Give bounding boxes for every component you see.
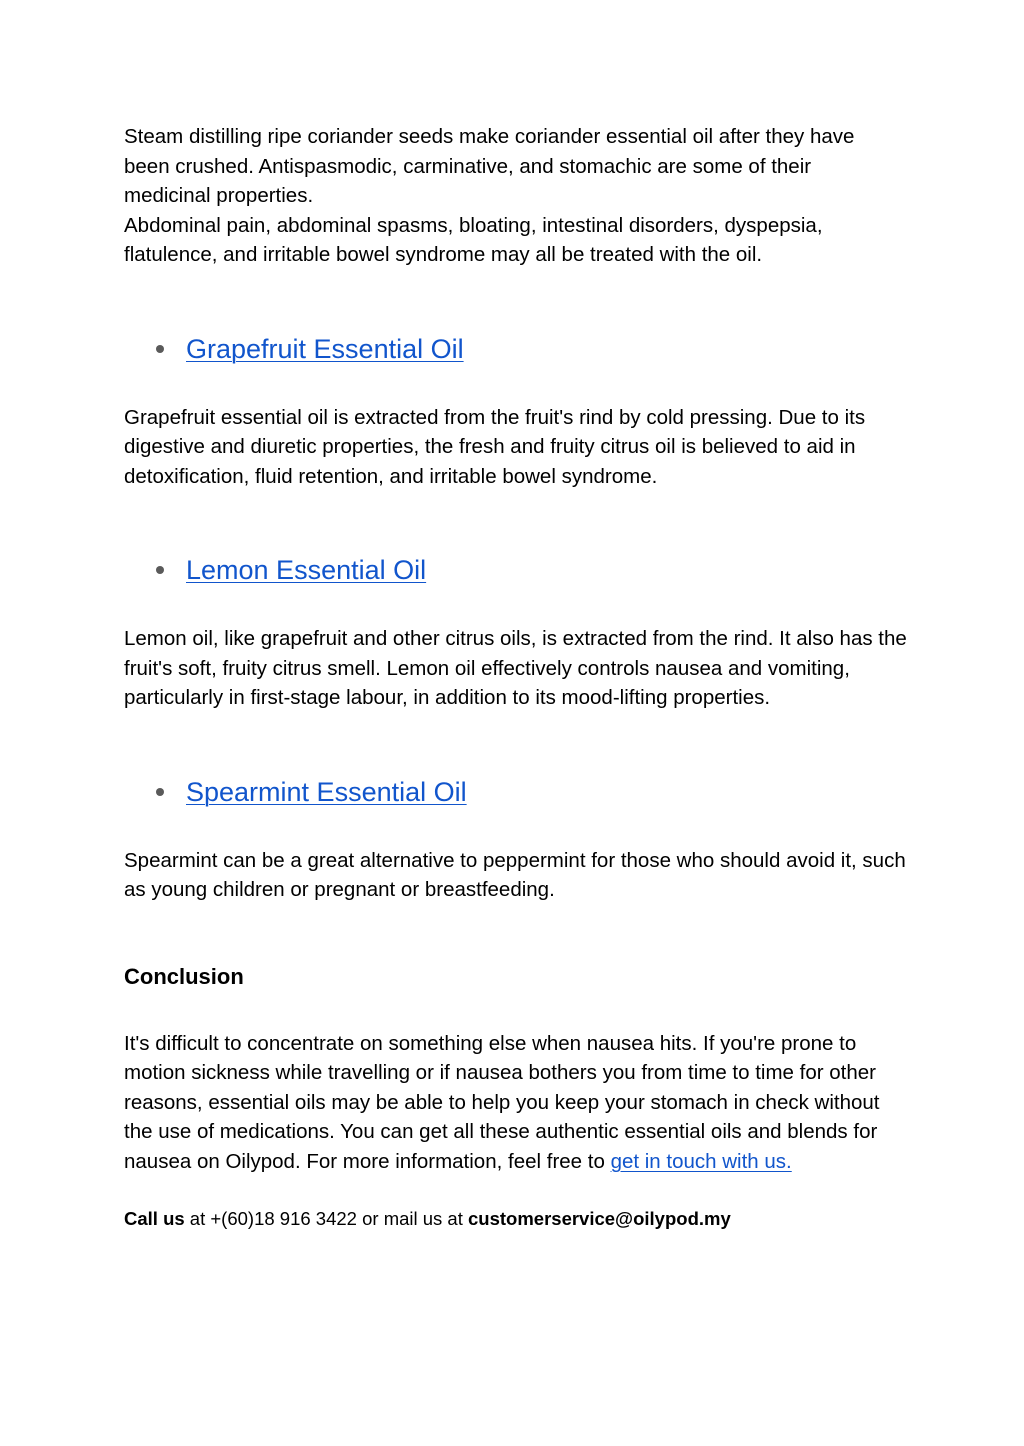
spearmint-paragraph: Spearmint can be a great alternative to peppermint for those who should avoid it, such as young children or pregnant or breastfeeding.: [124, 848, 906, 901]
lemon-paragraph: Lemon oil, like grapefruit and other citrus oils, is extracted from the rind. It also has the fruit's soft, fruity citrus smell. Lemon oil effectively controls nausea and vomiting, particularly in first-stage labour, in addition to its mood-lifting properties.: [124, 627, 907, 709]
document-page: [124, 122, 914, 1232]
contact-phone-text: at +(60)18 916 3422 or mail us at: [184, 1208, 468, 1229]
section-heading-spearmint: [156, 775, 914, 809]
contact-email: customerservice@oilypod.my: [468, 1208, 731, 1229]
section-heading-grapefruit: [156, 332, 914, 366]
grapefruit-paragraph: Grapefruit essential oil is extracted from the fruit's rind by cold pressing. Due to its digestive and diuretic properties, the fresh and fruity citrus oil is believed to aid in detoxification, fluid retention, and irritable bowel syndrome.: [124, 405, 866, 488]
bullet-icon: [156, 566, 164, 574]
grapefruit-link[interactable]: Grapefruit Essential Oil: [186, 333, 464, 364]
conclusion-paragraph: [124, 1029, 909, 1177]
contact-link[interactable]: get in touch with us.: [610, 1149, 792, 1173]
intro-paragraph: [124, 122, 874, 270]
bullet-icon: [156, 345, 164, 353]
contact-line: [124, 1206, 914, 1232]
intro-text-2: Abdominal pain, abdominal spasms, bloating, intestinal disorders, dyspepsia, flatulence, and irritable bowel syndrome may all be treated with the oil.: [124, 213, 823, 266]
section-heading-lemon: [156, 553, 914, 587]
spearmint-link[interactable]: Spearmint Essential Oil: [186, 776, 467, 807]
intro-text-1: Steam distilling ripe coriander seeds make coriander essential oil after they have been crushed. Antispasmodic, carminative, and stomachic are some of their medicinal properties.: [124, 125, 855, 207]
lemon-link[interactable]: Lemon Essential Oil: [186, 555, 427, 585]
conclusion-heading: Conclusion: [124, 963, 244, 989]
conclusion-text: It's difficult to concentrate on something else when nausea hits. If you're prone to motion sickness while travelling or if nausea bothers you from time to time for other reasons, essential oils may be able to help you keep your stomach in check without the use of medications. You can get all these authentic essential oils and blends for nausea on Oilypod. For more information, feel free to: [124, 1031, 880, 1173]
bullet-icon: [156, 788, 164, 796]
call-us-label: Call us: [124, 1208, 185, 1229]
